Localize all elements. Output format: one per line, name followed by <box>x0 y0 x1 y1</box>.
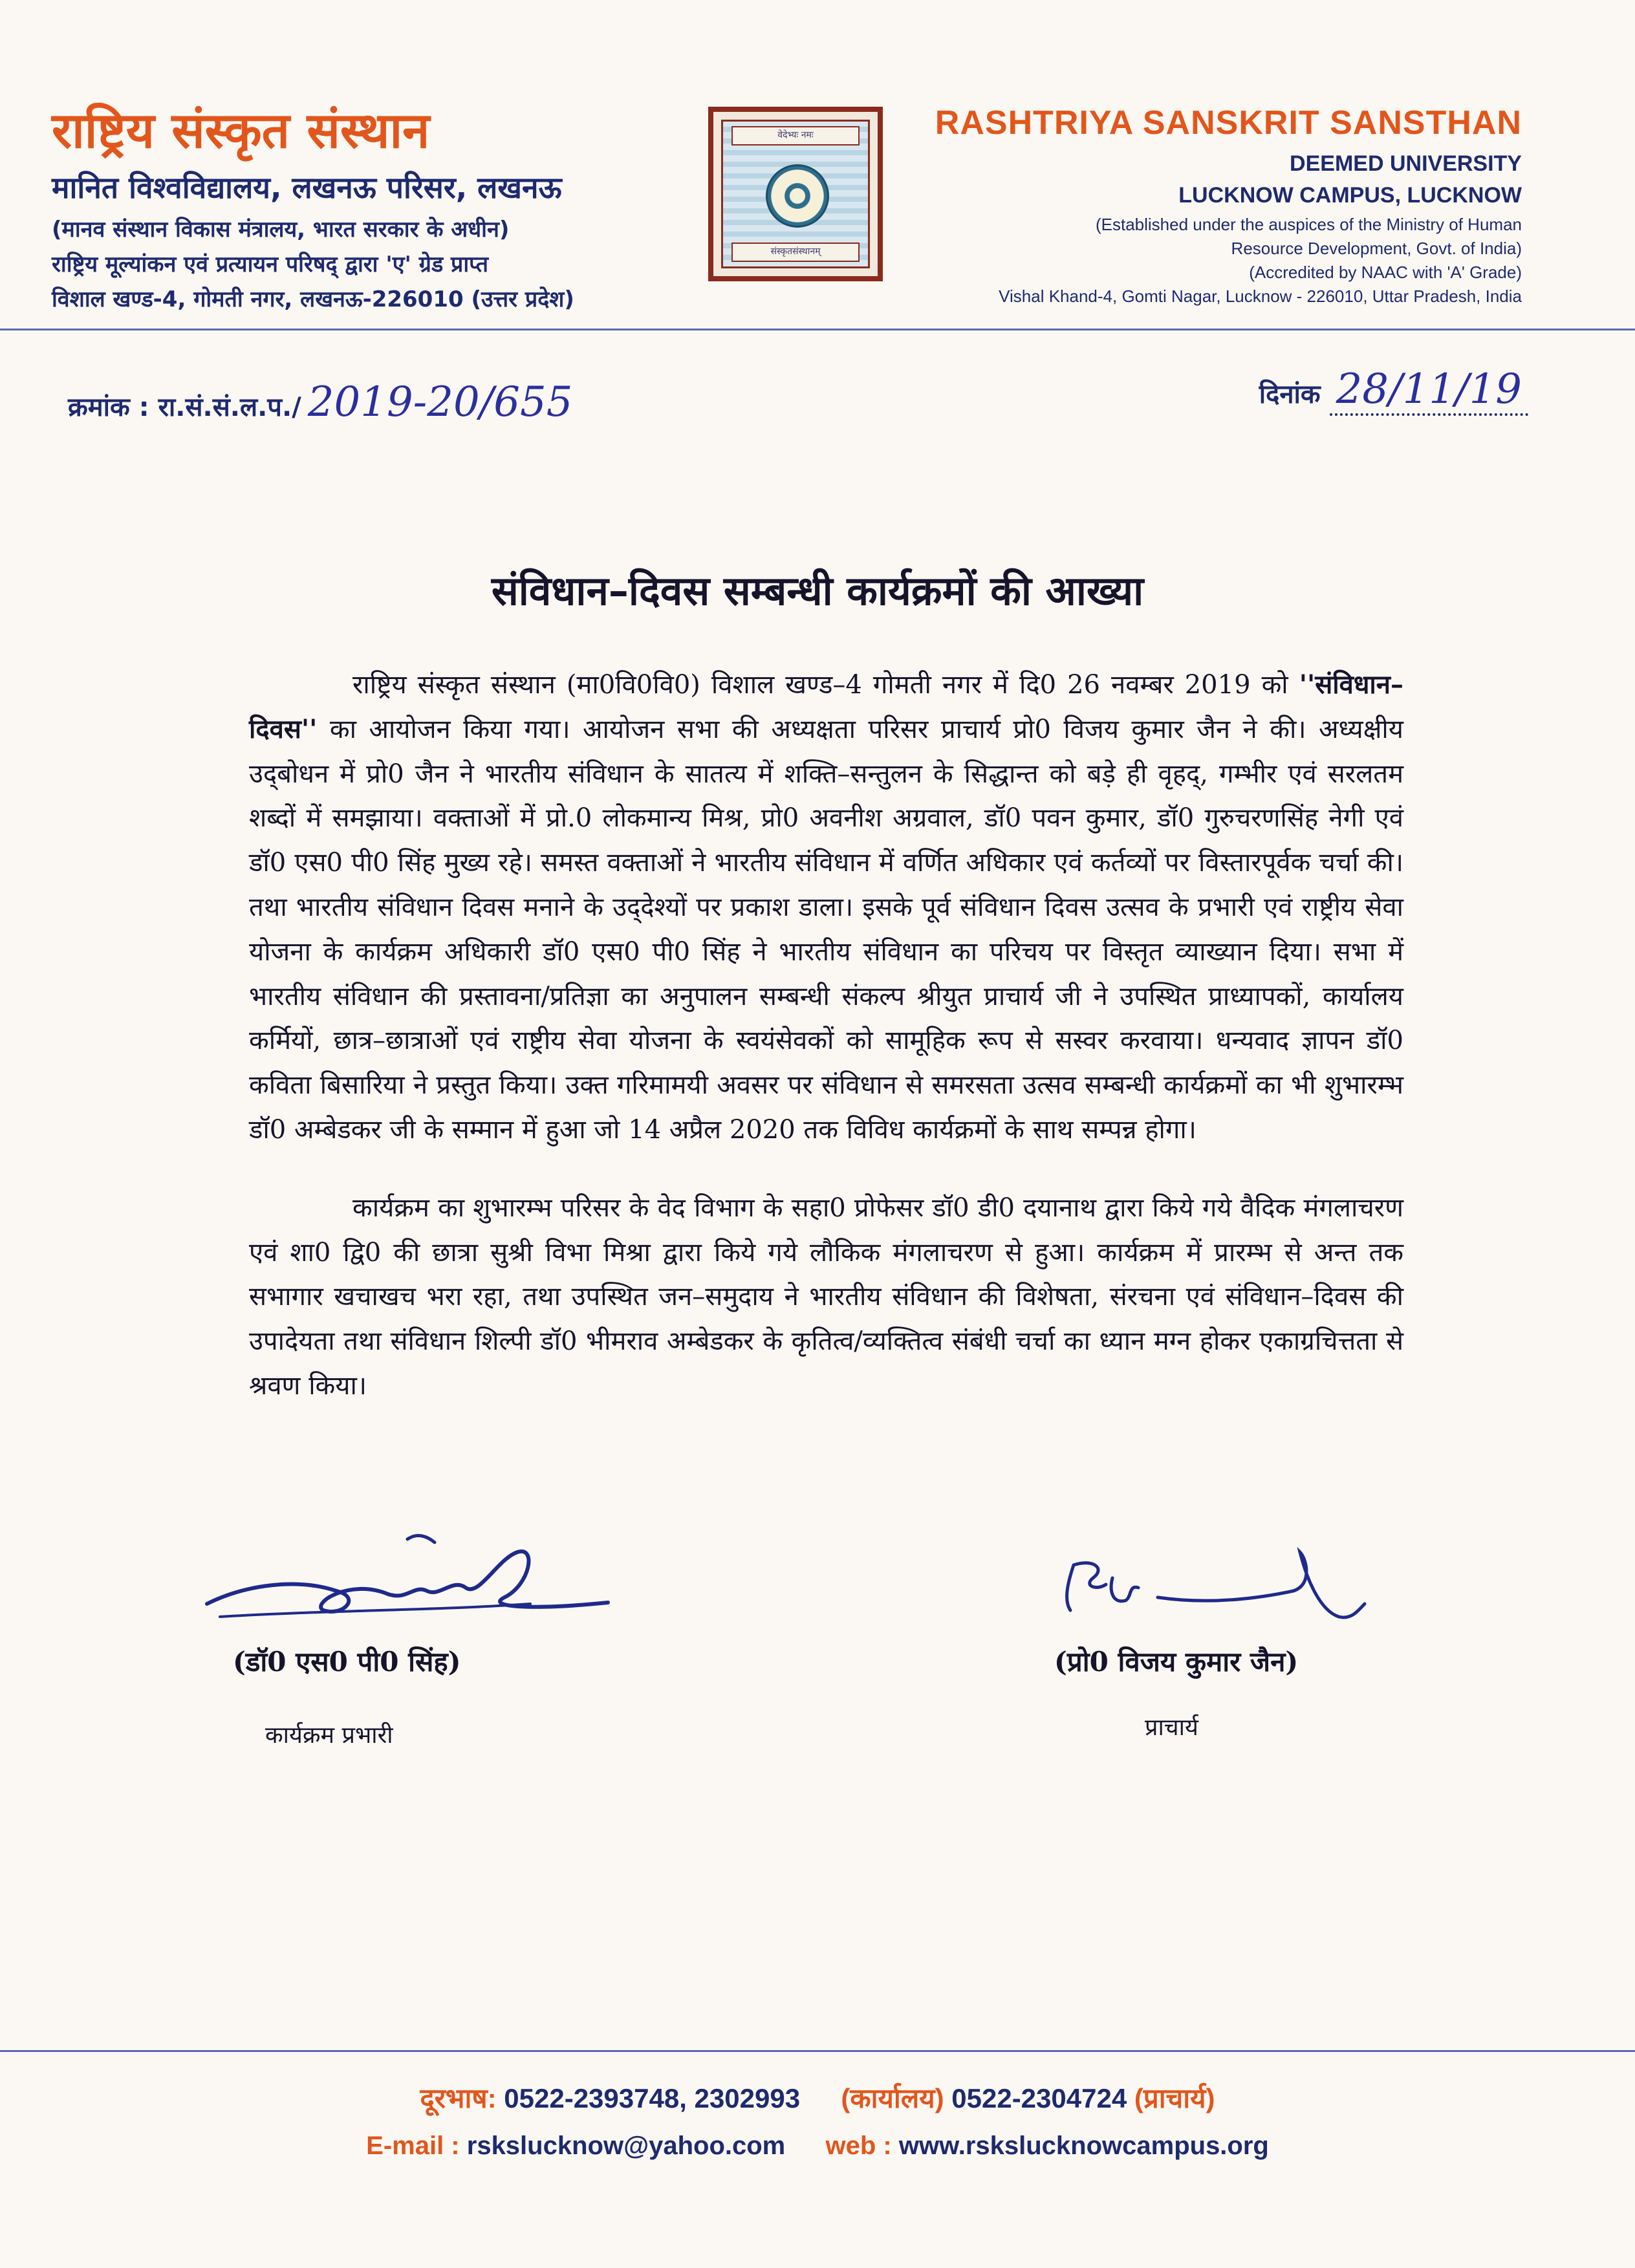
handwritten-signature-left <box>194 1513 647 1636</box>
signature-block-left <box>194 1513 647 1750</box>
date-value: 28/11/19 <box>1330 365 1528 416</box>
seal-top-banner: वेदेभ्यः नमः <box>731 126 860 146</box>
established-line-1: (Established under the auspices of the Ministry of Human <box>1095 215 1522 234</box>
principal-label: (प्राचार्य) <box>1134 2083 1215 2113</box>
paragraph-1-highlight: ''संविधान–दिवस'' <box>249 669 1403 744</box>
date-label: दिनांक <box>1259 380 1321 409</box>
footer-phone-line <box>0 2079 1635 2116</box>
paragraph-1-rest: का आयोजन किया गया। आयोजन सभा की अध्यक्षता परिसर प्राचार्य प्रो0 विजय कुमार जैन ने की। अध्यक्षीय उद्‌बोधन में प्रो0 जैन ने भारतीय संविधान के सातत्य में शक्ति–सन्तुलन के सिद्धान्त को बड़े ही वृहद्, गम्भीर एवं सरलतम शब्दों में समझाया। वक्ताओं में प्रो.0 लोकमान्य मिश्र, प्रो0 अवनीश अग्रवाल, डॉ0 पवन कुमार, डॉ0 गुरुचरणसिंह नेगी एवं डॉ0 एस0 पी0 सिंह मुख्य रहे। समस्त वक्ताओं ने भारतीय संविधान में वर्णित अधिकार एवं कर्तव्यों पर विस्तारपूर्वक चर्चा की। तथा भारतीय संविधान दिवस मनाने के उद्‌देश्यों पर प्रकाश डाला। इसके पूर्व संविधान दिवस उत्सव के प्रभारी एवं राष्ट्रीय सेवा योजना के कार्यक्रम अधिकारी डॉ0 एस0 पी0 सिंह ने भारतीय संविधान का परिचय पर विस्तृत व्याख्यान दिया। सभा में भारतीय संविधान की प्रस्तावना/प्रतिज्ञा का अनुपालन सम्बन्धी संकल्प श्रीयुत प्राचार्य जी ने उपस्थित प्राध्यापकों, कार्यालय कर्मियों, छात्र–छात्राओं एवं राष्ट्रीय सेवा योजना के स्वयंसेवकों को सामूहिक रूप से सस्वर करवाया। धन्यवाद ज्ञापन डॉ0 कविता बिसारिया ने प्रस्तुत किया। उक्त गरिमामयी अवसर पर संविधान से समरसता उत्सव सम्बन्धी कार्यक्रमों का भी शुभारम्भ डॉ0 अम्बेडकर जी के सम्मान में हुआ जो 14 अप्रैल 2020 तक विविध कार्यक्रमों के साथ सम्पन्न होगा। <box>249 714 1403 1145</box>
report-title: संविधान–दिवस सम्बन्धी कार्यक्रमों की आख्या <box>491 567 1144 614</box>
body-paragraph-1 <box>249 663 1403 1152</box>
reference-number <box>68 378 572 426</box>
signatory-right-name: (प्रो0 विजय कुमार जैन) <box>1054 1646 1299 1678</box>
naac-line-english: (Accredited by NAAC with 'A' Grade) <box>1249 263 1522 282</box>
established-line-2: Resource Development, Govt. of India) <box>1231 239 1522 258</box>
email-label: E-mail : <box>366 2132 460 2160</box>
header-divider <box>0 329 1635 330</box>
principal-phone: 0522-2304724 <box>951 2083 1127 2113</box>
campus-label: LUCKNOW CAMPUS, LUCKNOW <box>1178 183 1522 208</box>
address-english: Vishal Khand-4, Gomti Nagar, Lucknow - 226010, Uttar Pradesh, India <box>999 286 1522 306</box>
signatory-left-name: (डॉ0 एस0 पी0 सिंह) <box>233 1646 461 1678</box>
signatory-right-role: प्राचार्य <box>1145 1714 1198 1741</box>
letterhead-english <box>875 103 1522 310</box>
deemed-university-label: DEEMED UNIVERSITY <box>1290 151 1522 176</box>
reference-label: क्रमांक : रा.सं.सं.ल.प./ <box>68 393 301 422</box>
phone-numbers: 0522-2393748, 2302993 <box>504 2083 801 2113</box>
letterhead-hindi <box>52 103 698 318</box>
signatory-left-role: कार्यक्रम प्रभारी <box>265 1722 393 1749</box>
letter-date <box>1259 365 1528 413</box>
body-paragraph-2: कार्यक्रम का शुभारम्भ परिसर के वेद विभाग के सहा0 प्रोफेसर डॉ0 डी0 दयानाथ द्वारा किये गये वैदिक मंगलाचरण एवं शा0 द्वि0 की छात्रा सुश्री विभा मिश्रा द्वारा किये गये लौकिक मंगलाचरण से हुआ। कार्यक्रम में प्रारम्भ से अन्त तक सभागार खचाखच भरा रहा, तथा उपस्थित जन–समुदाय ने भारतीय संविधान की विशेषता, संरचना एवं संविधान–दिवस की उपादेयता तथा संविधान शिल्पी डॉ0 भीमराव अम्बेडकर के कृतित्व/व्यक्तित्व संबंधी चर्चा का ध्यान मग्न होकर एकाग्रचित्तता से श्रवण किया। <box>249 1193 1403 1401</box>
ministry-line-hindi: (मानव संस्थान विकास मंत्रालय, भारत सरकार के अधीन) <box>52 216 510 243</box>
footer-contact <box>0 2079 1635 2161</box>
phone-label: दूरभाष: <box>420 2083 497 2113</box>
address-hindi: विशाल खण्ड-4, गोमती नगर, लखनऊ-226010 (उत्तर प्रदेश) <box>52 286 574 312</box>
paragraph-1-intro: राष्ट्रिय संस्कृत संस्थान (मा0वि0वि0) विशाल खण्ड–4 गोमती नगर में दि0 26 नवम्बर 2019 को <box>352 670 1299 700</box>
signature-block-right <box>1035 1539 1423 1742</box>
naac-line-hindi: राष्ट्रिय मूल्यांकन एवं प्रत्यायन परिषद् द्वारा 'ए' ग्रेड प्राप्त <box>52 251 488 277</box>
footer-divider <box>0 2050 1635 2052</box>
seal-bottom-banner: संस्कृतसंस्थानम् <box>731 243 860 262</box>
university-subtitle-hindi: मानित विश्वविद्यालय, लखनऊ परिसर, लखनऊ <box>52 169 562 205</box>
office-label: (कार्यालय) <box>841 2083 944 2113</box>
institution-seal-logo <box>708 107 883 281</box>
report-body <box>249 663 1403 1409</box>
dharma-wheel-icon <box>766 164 829 228</box>
institution-name-hindi: राष्ट्रिय संस्कृत संस्थान <box>52 102 430 159</box>
website-link[interactable]: www.rskslucknowcampus.org <box>898 2132 1269 2160</box>
web-label: web : <box>825 2132 892 2160</box>
handwritten-signature-right <box>1035 1539 1423 1636</box>
email-link[interactable]: rskslucknow@yahoo.com <box>466 2132 786 2160</box>
institution-name-english: RASHTRIYA SANSKRIT SANSTHAN <box>935 104 1522 142</box>
reference-value: 2019-20/655 <box>307 378 573 426</box>
footer-web-line <box>0 2132 1635 2161</box>
